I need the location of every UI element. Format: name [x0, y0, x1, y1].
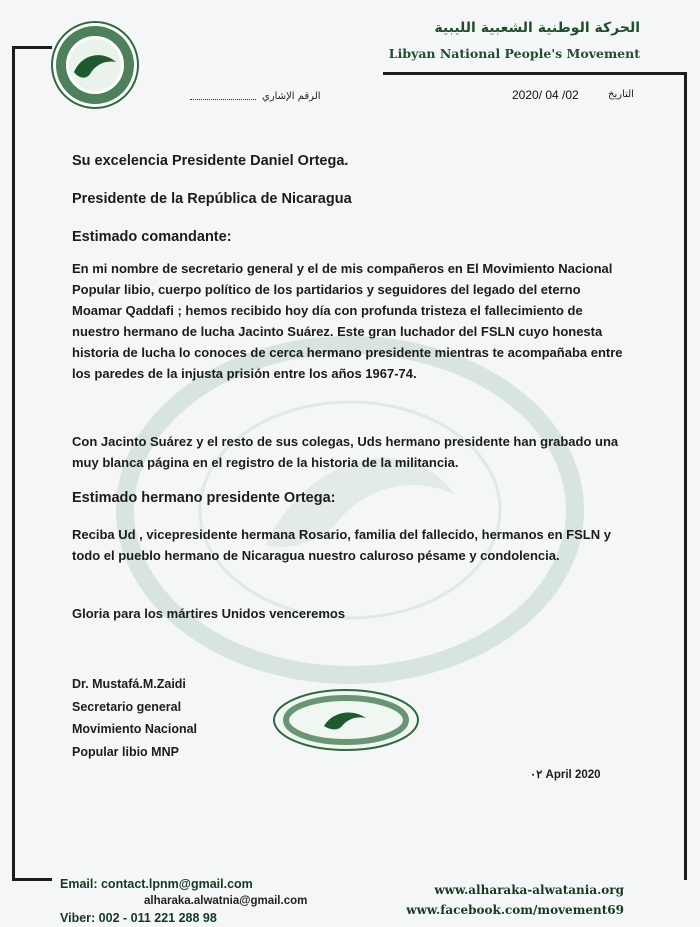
- signatory-org-line-2: Popular libio MNP: [72, 744, 179, 759]
- website-link[interactable]: www.alharaka-alwatania.org: [434, 883, 624, 897]
- reference-number-line: [190, 99, 256, 100]
- salutation-office: Presidente de la República de Nicaragua: [72, 191, 352, 207]
- signatory-title: Secretario general: [72, 699, 182, 714]
- reference-number-label: الرقم الإشاري: [262, 91, 321, 102]
- frame-line: [12, 46, 15, 880]
- frame-line: [12, 878, 52, 881]
- footer-web: [372, 880, 624, 920]
- org-name-arabic: الحركة الوطنية الشعبية الليبية: [434, 20, 640, 36]
- contact-email[interactable]: Email: contact.lpnm@gmail.com: [60, 877, 253, 891]
- facebook-link[interactable]: www.facebook.com/movement69: [406, 903, 624, 917]
- greeting: Estimado comandante:: [72, 229, 232, 245]
- movement-logo: [50, 20, 140, 110]
- paragraph-1: En mi nombre de secretario general y el de mis compañeros en El Movimiento Nacional Popular libio, cuerpo político de los partidarios y seguidores del legado del eterno Moamar Qaddafi ; hemos recibido hoy día con profunda tristeza el fallecimiento de nuestro hermano de lucha Jacinto Suárez. Este gran luchador del FSLN cuyo honesta historia de lucha lo conoces de cerca hermano presidente mientras te acompañaba entre los paredes de la injusta prisión entre los años 1967-74.: [72, 261, 623, 381]
- footer-contacts: [60, 876, 307, 927]
- frame-line: [684, 72, 687, 880]
- org-name-english: Libyan National People's Movement: [388, 46, 640, 61]
- paragraph-3: Reciba Ud , vicepresidente hermana Rosario, familia del fallecido, hermanos en FSLN y todo el pueblo hermano de Nicaragua nuestro caluroso pésame y condolencia.: [72, 527, 611, 563]
- signatory-org-line-1: Movimiento Nacional: [72, 722, 198, 736]
- watermark-emblem: [115, 335, 585, 685]
- contact-email-secondary[interactable]: alharaka.alwatnia@gmail.com: [144, 895, 308, 907]
- signature-date: ٠٢ April 2020: [530, 769, 601, 781]
- frame-line: [12, 46, 52, 49]
- closing-line: Gloria para los mártires Unidos venceremos: [72, 606, 346, 621]
- contact-viber: Viber: 002 - 011 221 288 98: [60, 911, 217, 925]
- official-stamp: [272, 688, 420, 752]
- signatory-name: Dr. Mustafá.M.Zaidi: [72, 677, 186, 691]
- letter-date: 2020/ 04 /02: [512, 88, 579, 102]
- frame-line: [383, 72, 685, 75]
- salutation-recipient: Su excelencia Presidente Daniel Ortega.: [72, 153, 349, 169]
- date-label: التاريخ: [608, 89, 634, 100]
- paragraph-2: Con Jacinto Suárez y el resto de sus colegas, Uds hermano presidente han grabado una muy blanca página en el registro de la historia de la militancia.: [72, 434, 619, 470]
- greeting-2: Estimado hermano presidente Ortega:: [72, 490, 336, 506]
- signature-block: [72, 673, 197, 763]
